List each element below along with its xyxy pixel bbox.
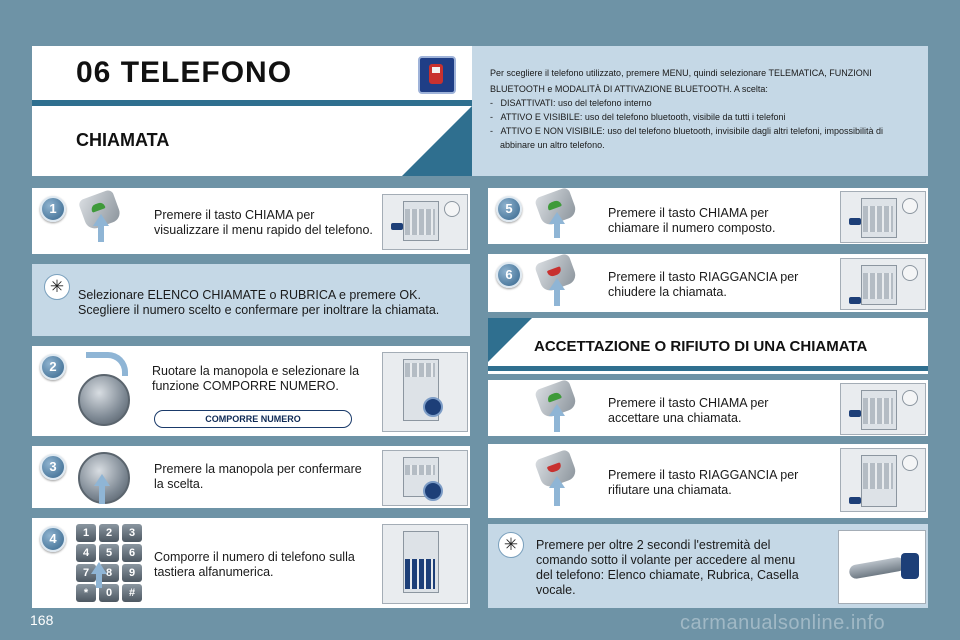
- radio-thumbnail-knob-3: [382, 450, 468, 506]
- section-title: CHIAMATA: [76, 130, 170, 150]
- step-3-line-1: Premere la manopola per confermare: [154, 462, 362, 476]
- tip-2-line-2: comando sotto il volante per accedere al menu: [536, 553, 796, 567]
- step-6-line-2: chiudere la chiamata.: [608, 285, 727, 299]
- key-1: 1: [76, 524, 96, 542]
- radio-thumbnail-accept: [840, 383, 926, 435]
- press-arrow-icon-4: [91, 562, 107, 574]
- radio-thumbnail-knob: [382, 352, 468, 432]
- key-star: *: [76, 584, 96, 602]
- highlighted-hangup-key: [849, 297, 861, 304]
- step-2-badge: 2: [40, 354, 66, 380]
- radio-thumbnail-reject: [840, 448, 926, 512]
- tip-icon: ✳: [44, 274, 70, 300]
- step-1-line-2: visualizzare il menu rapido del telefono.: [154, 223, 373, 237]
- step-3-line-2: la scelta.: [154, 477, 204, 491]
- step-6-panel: [488, 254, 928, 312]
- key-6: 6: [122, 544, 142, 562]
- step-5-line-1: Premere il tasto CHIAMA per: [608, 206, 769, 220]
- step-5-line-2: chiamare il numero composto.: [608, 221, 776, 235]
- rotary-knob-icon: [78, 374, 130, 426]
- intro-option-3-cont: abbinare un altro telefono.: [500, 140, 605, 150]
- reject-panel: [488, 444, 928, 518]
- rotate-arrow-icon: [86, 352, 128, 376]
- intro-option-1: - DISATTIVATI: uso del telefono interno: [490, 98, 652, 108]
- key-9: 9: [122, 564, 142, 582]
- page-number: 168: [30, 612, 54, 628]
- tip-2-panel: [488, 524, 928, 608]
- section-2-title: ACCETTAZIONE O RIFIUTO DI UNA CHIAMATA: [534, 338, 868, 355]
- step-4-line-2: tastiera alfanumerica.: [154, 565, 274, 579]
- tip-2-icon: ✳: [498, 532, 524, 558]
- radio-thumbnail-5: [840, 191, 926, 243]
- key-hash: #: [122, 584, 142, 602]
- press-arrow-stem-accept: [554, 416, 560, 432]
- chapter-heading: [76, 56, 292, 90]
- accept-line-2: accettare una chiamata.: [608, 411, 742, 425]
- step-6-line-1: Premere il tasto RIAGGANCIA per: [608, 270, 799, 284]
- step-2-line-1: Ruotare la manopola e selezionare la: [152, 364, 360, 378]
- highlighted-call-key-5: [849, 218, 861, 225]
- tip-2-line-4: vocale.: [536, 583, 576, 597]
- key-2: 2: [99, 524, 119, 542]
- step-5-panel: [488, 188, 928, 244]
- tip-2-line-3: del telefono: Elenco chiamate, Rubrica, Casella: [536, 568, 799, 582]
- highlighted-keypad: [405, 559, 435, 589]
- key-3: 3: [122, 524, 142, 542]
- header-corner: [402, 106, 472, 176]
- step-2-line-2: funzione COMPORRE NUMERO.: [152, 379, 339, 393]
- press-arrow-stem-5: [554, 224, 560, 238]
- press-arrow-stem: [98, 226, 104, 242]
- press-arrow-icon: [93, 214, 109, 226]
- step-4-badge: 4: [40, 526, 66, 552]
- highlighted-knob-3: [423, 481, 443, 501]
- step-3-badge: 3: [40, 454, 66, 480]
- radio-thumbnail-6: [840, 258, 926, 310]
- press-arrow-icon-6: [549, 278, 565, 290]
- chapter-number: 06: [76, 56, 112, 89]
- step-4-panel: [32, 518, 470, 608]
- key-0: 0: [99, 584, 119, 602]
- radio-thumbnail: [382, 194, 468, 250]
- intro-option-2: - ATTIVO E VISIBILE: uso del telefono bluetooth, visibile da tutti i telefoni: [490, 112, 786, 122]
- tip-2-line-1: Premere per oltre 2 secondi l'estremità del: [536, 538, 771, 552]
- tip-panel: [32, 264, 470, 336]
- press-arrow-stem-4: [96, 574, 102, 588]
- watermark: carmanualsonline.info: [680, 612, 886, 634]
- highlighted-hangup-key-reject: [849, 497, 861, 504]
- section-2-stripe: [488, 366, 928, 371]
- intro-line-2: BLUETOOTH e MODALITÀ DI ATTIVAZIONE BLUETOOTH. A scelta:: [490, 84, 768, 94]
- intro-option-3: - ATTIVO E NON VISIBILE: uso del telefono bluetooth, invisibile dagli altri telefoni, impossibilità di: [490, 126, 884, 136]
- key-7: 7: [76, 564, 96, 582]
- accept-line-1: Premere il tasto CHIAMA per: [608, 396, 769, 410]
- step-6-badge: 6: [496, 262, 522, 288]
- tip-line-1: Selezionare ELENCO CHIAMATE o RUBRICA e premere OK.: [78, 288, 421, 302]
- comporre-numero-button[interactable]: COMPORRE NUMERO: [154, 410, 352, 428]
- reject-line-1: Premere il tasto RIAGGANCIA per: [608, 468, 799, 482]
- chapter-title: TELEFONO: [120, 56, 293, 89]
- tip-line-2: Scegliere il numero scelto e confermare per inoltrare la chiamata.: [78, 303, 440, 317]
- reject-line-2: rifiutare una chiamata.: [608, 483, 732, 497]
- highlighted-call-key: [391, 223, 403, 230]
- press-arrow-icon-5: [549, 212, 565, 224]
- chapter-phone-icon: [418, 56, 456, 94]
- section-2-corner: [488, 318, 532, 362]
- highlighted-call-key-accept: [849, 410, 861, 417]
- press-arrow-stem-reject: [554, 488, 560, 506]
- press-arrow-icon-3: [94, 474, 110, 486]
- step-5-badge: 5: [496, 196, 522, 222]
- step-1-panel: [32, 188, 470, 254]
- steering-stalk-icon: [838, 530, 926, 604]
- accept-panel: [488, 380, 928, 436]
- step-3-panel: [32, 446, 470, 508]
- header-panel: [32, 46, 472, 176]
- highlighted-knob: [423, 397, 443, 417]
- key-8: 8: [99, 564, 119, 582]
- press-arrow-icon-accept: [549, 404, 565, 416]
- intro-panel: [472, 46, 928, 176]
- section-2-header: [488, 318, 928, 374]
- step-1-badge: 1: [40, 196, 66, 222]
- intro-line-1: Per scegliere il telefono utilizzato, premere MENU, quindi selezionare TELEMATICA, FUNZIONI: [490, 68, 872, 78]
- step-1-line-1: Premere il tasto CHIAMA per: [154, 208, 315, 222]
- key-5: 5: [99, 544, 119, 562]
- step-4-line-1: Comporre il numero di telefono sulla: [154, 550, 355, 564]
- keypad-icon: [76, 524, 142, 604]
- radio-thumbnail-keypad: [382, 524, 468, 604]
- press-arrow-icon-reject: [549, 476, 565, 488]
- step-2-panel: [32, 346, 470, 436]
- key-4: 4: [76, 544, 96, 562]
- press-arrow-stem-6: [554, 290, 560, 306]
- press-arrow-stem-3: [99, 486, 105, 504]
